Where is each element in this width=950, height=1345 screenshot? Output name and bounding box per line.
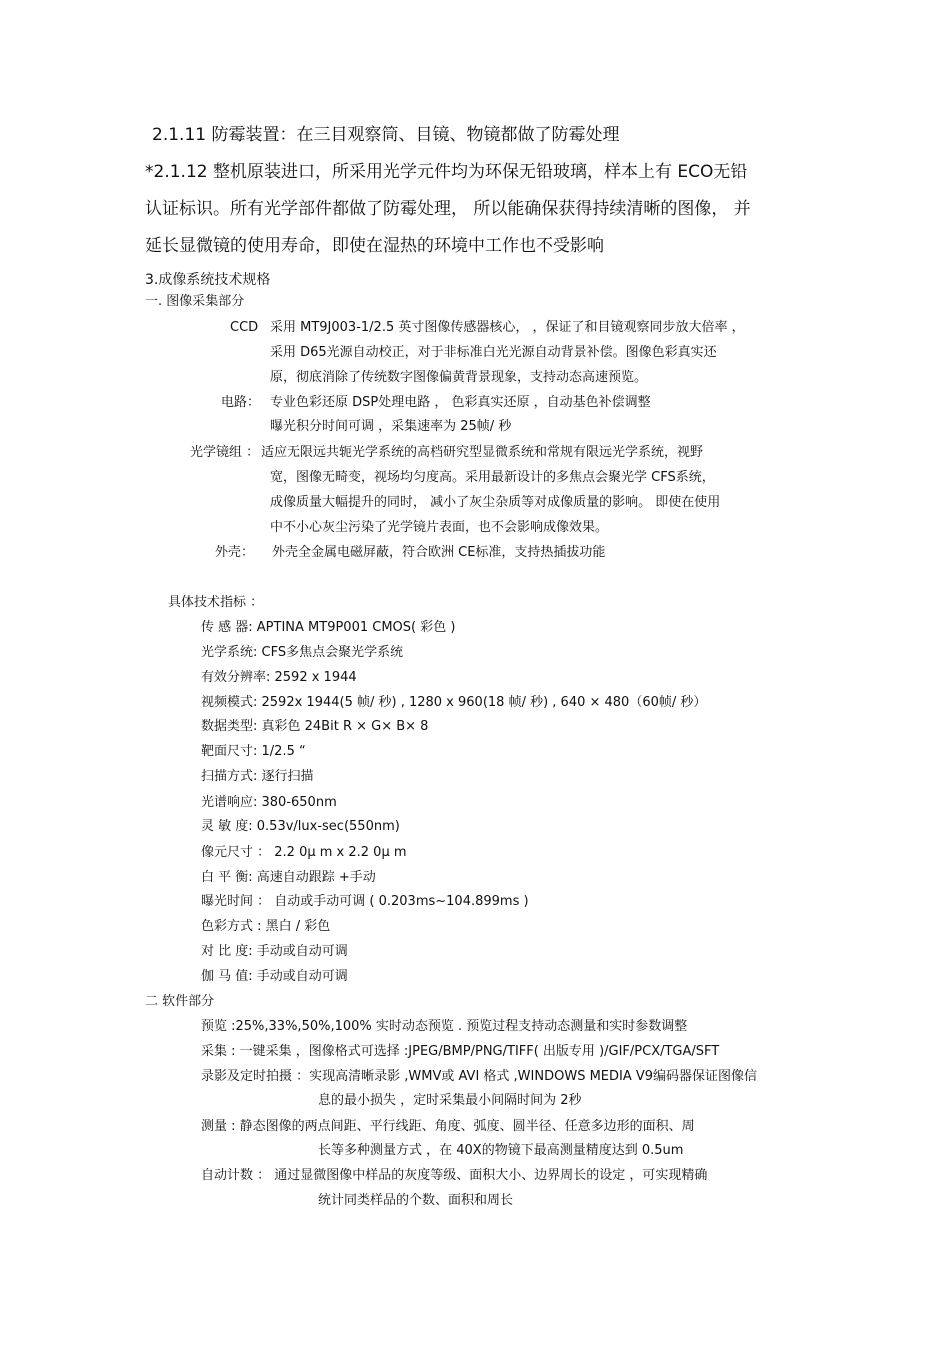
specs-title: 具体技术指标 ： bbox=[168, 595, 264, 610]
optics-line-1: 适应无限远共轭光学系统的高档研究型显微系统和常规有限远光学系统，视野 bbox=[261, 445, 704, 460]
spec-row: 光学系统: CFS多焦点会聚光学系统 bbox=[201, 645, 404, 660]
spec-row: 数据类型: 真彩色 24Bit R × G× B× 8 bbox=[201, 719, 429, 734]
spec-row: 有效分辨率: 2592 x 1944 bbox=[201, 670, 357, 685]
ccd-line-2: 采用 D65光源自动校正，对于非标准白光光源自动背景补偿。图像色彩真实还 bbox=[270, 345, 717, 360]
software-record-line-2: 息的最小损失 ，定时采集最小间隔时间为 2秒 bbox=[318, 1093, 582, 1108]
optics-line-4: 中不小心灰尘污染了光学镜片表面，也不会影响成像效果。 bbox=[270, 520, 609, 535]
circuit-line-1: 专业色彩还原 DSP处理电路 ， 色彩真实还原 ，自动基色补偿调整 bbox=[270, 395, 651, 410]
section-2-1-11: 2.1.11 防霉装置：在三目观察筒、目镜、物镜都做了防霉处理 bbox=[152, 125, 620, 145]
spec-row: 扫描方式: 逐行扫描 bbox=[201, 769, 314, 784]
spec-row: 传 感 器: APTINA MT9P001 CMOS( 彩色 ) bbox=[201, 620, 456, 635]
shell-label: 外壳： bbox=[215, 545, 255, 560]
ccd-line-3: 原，彻底消除了传统数字图像偏黄背景现象，支持动态高速预览。 bbox=[270, 370, 648, 385]
software-preview: 预览 :25%,33%,50%,100% 实时动态预览 . 预览过程支持动态测量和实时参数调整 bbox=[201, 1019, 688, 1034]
section-3-title: 3.成像系统技术规格 bbox=[145, 272, 271, 288]
circuit-label: 电路： bbox=[221, 395, 261, 410]
software-count-line-1: 自动计数 ： 通过显微图像中样品的灰度等级、面积大小、边界周长的设定 ，可实现精确 bbox=[201, 1168, 708, 1183]
spec-row: 对 比 度: 手动或自动可调 bbox=[201, 944, 348, 959]
spec-row: 白 平 衡: 高速自动跟踪 +手动 bbox=[201, 870, 376, 885]
optics-line-2: 宽，图像无畸变，视场均匀度高。采用最新设计的多焦点会聚光学 CFS系统， bbox=[270, 470, 715, 485]
software-measure-line-2: 长等多种测量方式 ，在 40X的物镜下最高测量精度达到 0.5um bbox=[318, 1143, 684, 1158]
part-2-title: 二 软件部分 bbox=[145, 994, 215, 1009]
software-capture: 采集 : 一键采集 ，图像格式可选择 :JPEG/BMP/PNG/TIFF( 出版专用 )/GIF/PCX/TGA/SFT bbox=[201, 1044, 720, 1059]
spec-row: 光谱响应: 380-650nm bbox=[201, 795, 337, 810]
software-measure-line-1: 测量 : 静态图像的两点间距、平行线距、角度、弧度、圆半径、任意多边形的面积、周 bbox=[201, 1119, 695, 1134]
spec-row: 视频模式: 2592x 1944(5 帧/ 秒) , 1280 x 960(18 帧/ 秒) , 640 × 480（60帧/ 秒） bbox=[201, 695, 707, 710]
part-1-title: 一. 图像采集部分 bbox=[145, 294, 245, 309]
section-2-1-12-line-2: 认证标识。所有光学部件都做了防霉处理， 所以能确保获得持续清晰的图像， 并 bbox=[145, 199, 751, 219]
ccd-label: CCD bbox=[230, 320, 259, 335]
spec-row: 像元尺寸 ： 2.2 0μ m x 2.2 0μ m bbox=[201, 845, 407, 860]
section-2-1-12-line-3: 延长显微镜的使用寿命，即使在湿热的环境中工作也不受影响 bbox=[145, 236, 604, 256]
optics-label: 光学镜组 ： bbox=[190, 445, 260, 460]
spec-row: 伽 马 值: 手动或自动可调 bbox=[201, 969, 348, 984]
spec-row: 靶面尺寸: 1/2.5 “ bbox=[201, 744, 306, 759]
spec-row: 灵 敏 度: 0.53v/lux-sec(550nm) bbox=[201, 819, 400, 834]
ccd-line-1: 采用 MT9J003-1/2.5 英寸图像传感器核心， ，保证了和目镜观察同步放大倍率 ， bbox=[270, 320, 745, 335]
software-record-line-1: 录影及定时拍摄 ：实现高清晰录影 ,WMV或 AVI 格式 ,WINDOWS MEDIA V9编码器保证图像信 bbox=[201, 1069, 758, 1084]
shell-line-1: 外壳全金属电磁屏蔽，符合欧洲 CE标准，支持热插拔功能 bbox=[272, 545, 606, 560]
spec-row: 曝光时间 ： 自动或手动可调 ( 0.203ms~104.899ms ) bbox=[201, 894, 529, 909]
spec-row: 色彩方式 : 黑白 / 彩色 bbox=[201, 919, 331, 934]
optics-line-3: 成像质量大幅提升的同时， 减小了灰尘杂质等对成像质量的影响。 即使在使用 bbox=[270, 495, 721, 510]
software-count-line-2: 统计同类样品的个数、面积和周长 bbox=[318, 1193, 514, 1208]
circuit-line-2: 曝光积分时间可调 ，采集速率为 25帧/ 秒 bbox=[270, 419, 512, 434]
section-2-1-12-line-1: *2.1.12 整机原装进口，所采用光学元件均为环保无铅玻璃，样本上有 ECO无铅 bbox=[145, 162, 748, 182]
